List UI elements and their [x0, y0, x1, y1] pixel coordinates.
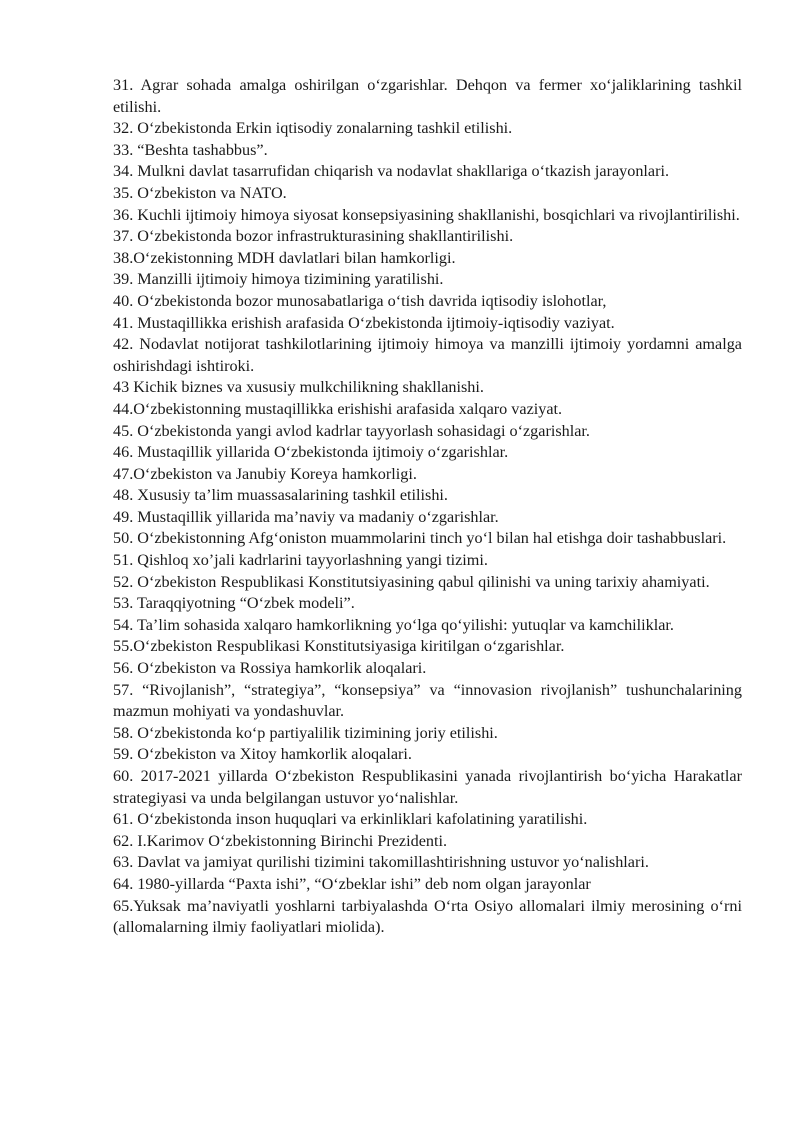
list-item-38: 38.O‘zekistonning MDH davlatlari bilan hamkorligi. [113, 248, 456, 267]
list-item-56: 56. O‘zbekiston va Rossiya hamkorlik aloqalari. [113, 659, 427, 678]
list-item-57: 57. “Rivojlanish”, “strategiya”, “konsepsiya” va “innovasion rivojlanish” tushunchalarining mazmun mohiyati va yondashuvlar. [113, 680, 742, 721]
list-item-37: 37. O‘zbekistonda bozor infrastrukturasining shakllantirilishi. [113, 227, 514, 246]
list-item-32: 32. O‘zbekistonda Erkin iqtisodiy zonalarning tashkil etilishi. [113, 119, 513, 138]
list-item-35: 35. O‘zbekiston va NATO. [113, 183, 287, 202]
list-item-63: 63. Davlat va jamiyat qurilishi tizimini takomillashtirishning ustuvor yo‘nalishlari. [113, 853, 649, 872]
list-item-42: 42. Nodavlat notijorat tashkilotlarining ijtimoiy himoya va manzilli ijtimoiy yordamni amalga oshirishdagi ishtiroki. [113, 335, 742, 375]
list-item-54: 54. Ta’lim sohasida xalqaro hamkorlikning yo‘lga qo‘yilishi: yutuqlar va kamchiliklar. [113, 615, 674, 634]
list-item-52: 52. O‘zbekiston Respublikasi Konstitutsiyasining qabul qilinishi va uning tarixiy ahamiyati. [113, 572, 710, 591]
list-item-55: 55.O‘zbekiston Respublikasi Konstitutsiyasiga kiritilgan o‘zgarishlar. [113, 637, 565, 656]
list-item-47: 47.O‘zbekiston va Janubiy Koreya hamkorligi. [113, 464, 417, 483]
list-item-51: 51. Qishloq xo’jali kadrlarini tayyorlashning yangi tizimi. [113, 551, 488, 570]
list-item-43: 43 Kichik biznes va xususiy mulkchilikning shakllanishi. [113, 378, 484, 397]
list-item-53: 53. Taraqqiyotning “O‘zbek modeli”. [113, 594, 355, 613]
list-item-50: 50. O‘zbekistonning Afg‘oniston muammolarini tinch yo‘l bilan hal etishga doir tashabbuslari. [113, 529, 727, 548]
list-item-64: 64. 1980-yillarda “Paxta ishi”, “O‘zbeklar ishi” deb nom olgan jarayonlar [113, 874, 591, 893]
list-item-48: 48. Xususiy ta’lim muassasalarining tashkil etilishi. [113, 486, 448, 505]
list-item-58: 58. O‘zbekistonda ko‘p partiyalilik tizimining joriy etilishi. [113, 723, 498, 742]
list-item-65: 65.Yuksak ma’naviyatli yoshlarni tarbiyalashda O‘rta Osiyo allomalari ilmiy merosining o‘rni (allomalarning ilmiy faoliyatlari miolida). [113, 896, 742, 937]
list-item-34: 34. Mulkni davlat tasarrufidan chiqarish va nodavlat shakllariga o‘tkazish jarayonlari. [113, 162, 670, 181]
list-item-60: 60. 2017-2021 yillarda O‘zbekiston Respublikasini yanada rivojlantirish bo‘yicha Harakatlar strategiyasi va unda belgilangan ustuvor yo‘nalishlar. [113, 767, 742, 807]
list-item-39: 39. Manzilli ijtimoiy himoya tizimining yaratilishi. [113, 270, 444, 289]
list-item-61: 61. O‘zbekistonda inson huquqlari va erkinliklari kafolatining yaratilishi. [113, 810, 588, 829]
list-item-36: 36. Kuchli ijtimoiy himoya siyosat konsepsiyasining shakllanishi, bosqichlari va rivojlantirilishi. [113, 205, 740, 224]
list-item-62: 62. I.Karimov O‘zbekistonning Birinchi Prezidenti. [113, 831, 448, 850]
list-item-41: 41. Mustaqillikka erishish arafasida O‘zbekistonda ijtimoiy-iqtisodiy vaziyat. [113, 313, 615, 332]
list-item-40: 40. O‘zbekistonda bozor munosabatlariga o‘tish davrida iqtisodiy islohotlar, [113, 291, 607, 310]
document-page [113, 75, 742, 939]
list-item-44: 44.O‘zbekistonning mustaqillikka erishishi arafasida xalqaro vaziyat. [113, 399, 563, 418]
list-item-49: 49. Mustaqillik yillarida ma’naviy va madaniy o‘zgarishlar. [113, 507, 499, 526]
list-item-46: 46. Mustaqillik yillarida O‘zbekistonda ijtimoiy o‘zgarishlar. [113, 443, 509, 462]
list-item-45: 45. O‘zbekistonda yangi avlod kadrlar tayyorlash sohasidagi o‘zgarishlar. [113, 421, 590, 440]
list-item-33: 33. “Beshta tashabbus”. [113, 140, 268, 159]
list-item-59: 59. O‘zbekiston va Xitoy hamkorlik aloqalari. [113, 745, 412, 764]
list-item-31: 31. Agrar sohada amalga oshirilgan o‘zgarishlar. Dehqon va fermer xo‘jaliklarining tashkil etilishi. [113, 76, 742, 116]
